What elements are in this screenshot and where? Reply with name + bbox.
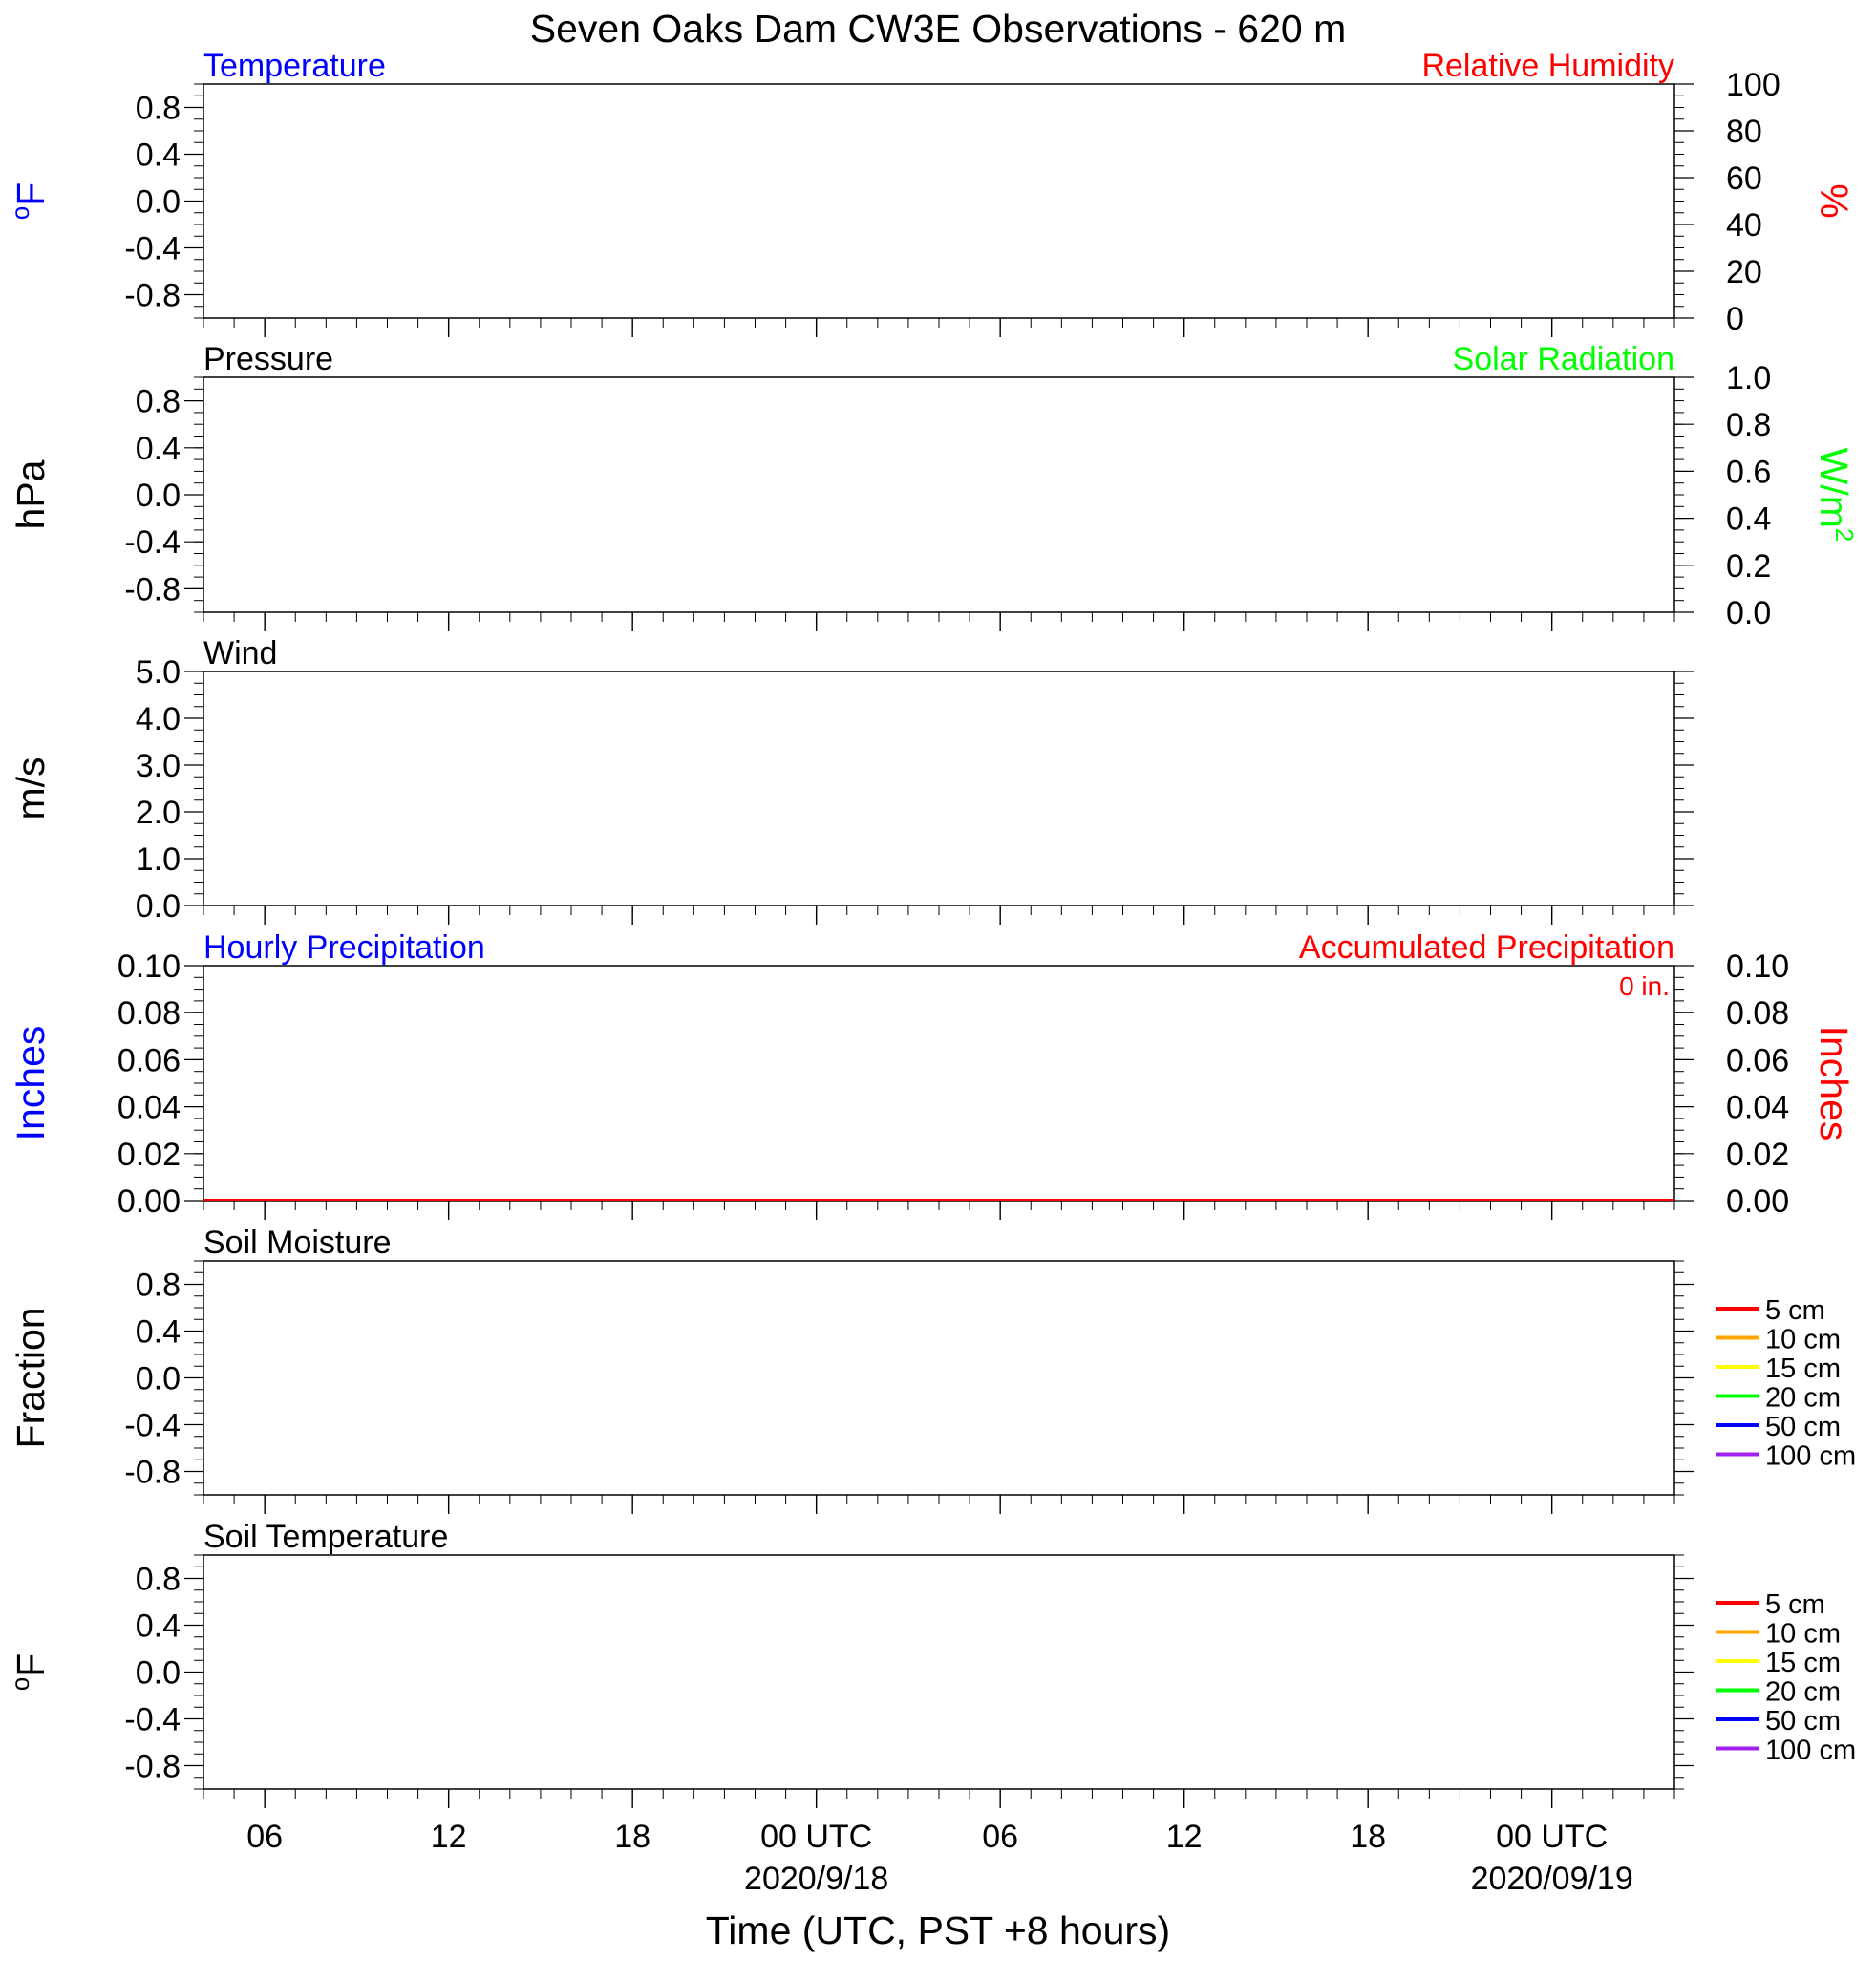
left-tick-label: -0.4 <box>124 1701 181 1738</box>
legend-label: 10 cm <box>1765 1324 1841 1355</box>
left-tick-label: -0.8 <box>124 571 181 608</box>
right-tick-label: 80 <box>1726 114 1762 150</box>
left-y-axis-label: Fraction <box>9 1307 53 1449</box>
left-tick-label: 0.8 <box>135 1267 181 1304</box>
right-tick-label: 0 <box>1726 301 1744 337</box>
legend-label: 15 cm <box>1765 1354 1841 1384</box>
left-tick-label: -0.4 <box>124 230 181 267</box>
right-tick-label: 60 <box>1726 160 1762 197</box>
legend-label: 100 cm <box>1765 1735 1857 1766</box>
unit-superscript: 2 <box>1830 527 1859 543</box>
left-tick-label: 0.0 <box>135 888 181 925</box>
right-tick-label: 0.00 <box>1726 1183 1790 1220</box>
unit-text: W/m <box>1812 447 1856 528</box>
legend-label: 5 cm <box>1765 1295 1825 1326</box>
unit-letter: F <box>9 181 53 206</box>
right-tick-label: 1.0 <box>1726 360 1772 396</box>
left-tick-label: 0.8 <box>135 90 181 127</box>
left-tick-label: 0.08 <box>117 995 181 1033</box>
left-tick-label: -0.8 <box>124 1454 181 1491</box>
x-tick-label: 12 <box>430 1819 467 1855</box>
panel-left-title: Soil Moisture <box>203 1225 392 1261</box>
right-tick-label: 0.06 <box>1726 1042 1790 1079</box>
left-y-axis-label: hPa <box>9 459 53 530</box>
x-date-label: 2020/9/18 <box>744 1861 889 1897</box>
x-tick-label: 06 <box>982 1819 1019 1855</box>
panel-left-title: Hourly Precipitation <box>203 929 485 966</box>
left-tick-label: 0.8 <box>135 383 181 420</box>
left-tick-label: 0.10 <box>117 949 181 985</box>
left-tick-label: 0.0 <box>135 1360 181 1397</box>
unit-letter: F <box>9 1652 53 1677</box>
legend-label: 15 cm <box>1765 1648 1841 1678</box>
left-tick-label: 0.4 <box>135 137 181 174</box>
accumulated-annotation: 0 in. <box>1619 971 1670 1001</box>
left-tick-label: -0.4 <box>124 524 181 562</box>
left-tick-label: 2.0 <box>135 795 181 831</box>
left-y-axis-label: Inches <box>9 1025 53 1141</box>
left-tick-label: 0.06 <box>117 1042 181 1079</box>
x-tick-label: 18 <box>614 1819 651 1855</box>
legend-label: 50 cm <box>1765 1412 1841 1442</box>
left-tick-label: -0.4 <box>124 1407 181 1444</box>
right-tick-label: 0.8 <box>1726 407 1772 444</box>
legend-label: 5 cm <box>1765 1589 1825 1620</box>
panel-left-title: Temperature <box>203 48 386 84</box>
panel-left-title: Wind <box>203 635 278 671</box>
panel-left-title: Pressure <box>203 341 334 377</box>
left-tick-label: 3.0 <box>135 748 181 784</box>
legend-label: 100 cm <box>1765 1440 1857 1472</box>
left-tick-label: -0.8 <box>124 1748 181 1785</box>
right-tick-label: 20 <box>1726 254 1762 290</box>
left-tick-label: 0.4 <box>135 1313 181 1351</box>
x-tick-label: 06 <box>246 1819 284 1855</box>
left-tick-label: -0.8 <box>124 277 181 314</box>
left-tick-label: 0.8 <box>135 1561 181 1598</box>
right-tick-label: 0.4 <box>1726 501 1772 538</box>
left-tick-label: 5.0 <box>135 654 181 691</box>
right-tick-label: 0.10 <box>1726 949 1790 985</box>
chart-title: Seven Oaks Dam CW3E Observations - 620 m <box>529 7 1347 51</box>
left-tick-label: 1.0 <box>135 842 181 878</box>
right-y-axis-label <box>1812 448 1859 543</box>
x-tick-label: 12 <box>1165 1819 1203 1855</box>
legend-label: 50 cm <box>1765 1706 1841 1737</box>
right-tick-label: 0.08 <box>1726 995 1790 1033</box>
left-tick-label: 4.0 <box>135 701 181 737</box>
right-tick-label: 0.02 <box>1726 1136 1790 1173</box>
legend-label: 20 cm <box>1765 1382 1841 1414</box>
left-tick-label: 0.4 <box>135 1608 181 1645</box>
x-tick-label: 18 <box>1350 1819 1387 1855</box>
right-y-axis-label: % <box>1812 183 1856 219</box>
degree-superscript: o <box>6 1676 34 1692</box>
right-tick-label: 40 <box>1726 207 1762 244</box>
right-tick-label: 0.6 <box>1726 454 1772 491</box>
left-tick-label: 0.04 <box>117 1089 181 1126</box>
left-tick-label: 0.0 <box>135 183 181 221</box>
left-tick-label: 0.00 <box>117 1183 181 1220</box>
panel-right-title: Accumulated Precipitation <box>1298 929 1674 966</box>
panel-left-title: Soil Temperature <box>203 1519 449 1555</box>
panel-right-title: Relative Humidity <box>1421 48 1674 84</box>
panel-right-title: Solar Radiation <box>1452 341 1674 377</box>
left-tick-label: 0.4 <box>135 430 181 467</box>
degree-superscript: o <box>6 205 34 221</box>
right-tick-label: 0.0 <box>1726 595 1772 631</box>
right-tick-label: 0.04 <box>1726 1089 1790 1126</box>
right-tick-label: 0.2 <box>1726 547 1772 585</box>
legend-label: 10 cm <box>1765 1618 1841 1650</box>
x-tick-label: 00 UTC <box>760 1819 873 1855</box>
legend-label: 20 cm <box>1765 1676 1841 1708</box>
left-tick-label: 0.0 <box>135 1654 181 1692</box>
right-y-axis-label: Inches <box>1812 1025 1856 1141</box>
x-axis-label: Time (UTC, PST +8 hours) <box>705 1908 1171 1952</box>
left-tick-label: 0.02 <box>117 1136 181 1173</box>
left-tick-label: 0.0 <box>135 478 181 514</box>
right-tick-label: 100 <box>1726 67 1780 103</box>
x-tick-label: 00 UTC <box>1496 1819 1609 1855</box>
x-date-label: 2020/09/19 <box>1470 1861 1633 1897</box>
left-y-axis-label: m/s <box>9 757 53 821</box>
